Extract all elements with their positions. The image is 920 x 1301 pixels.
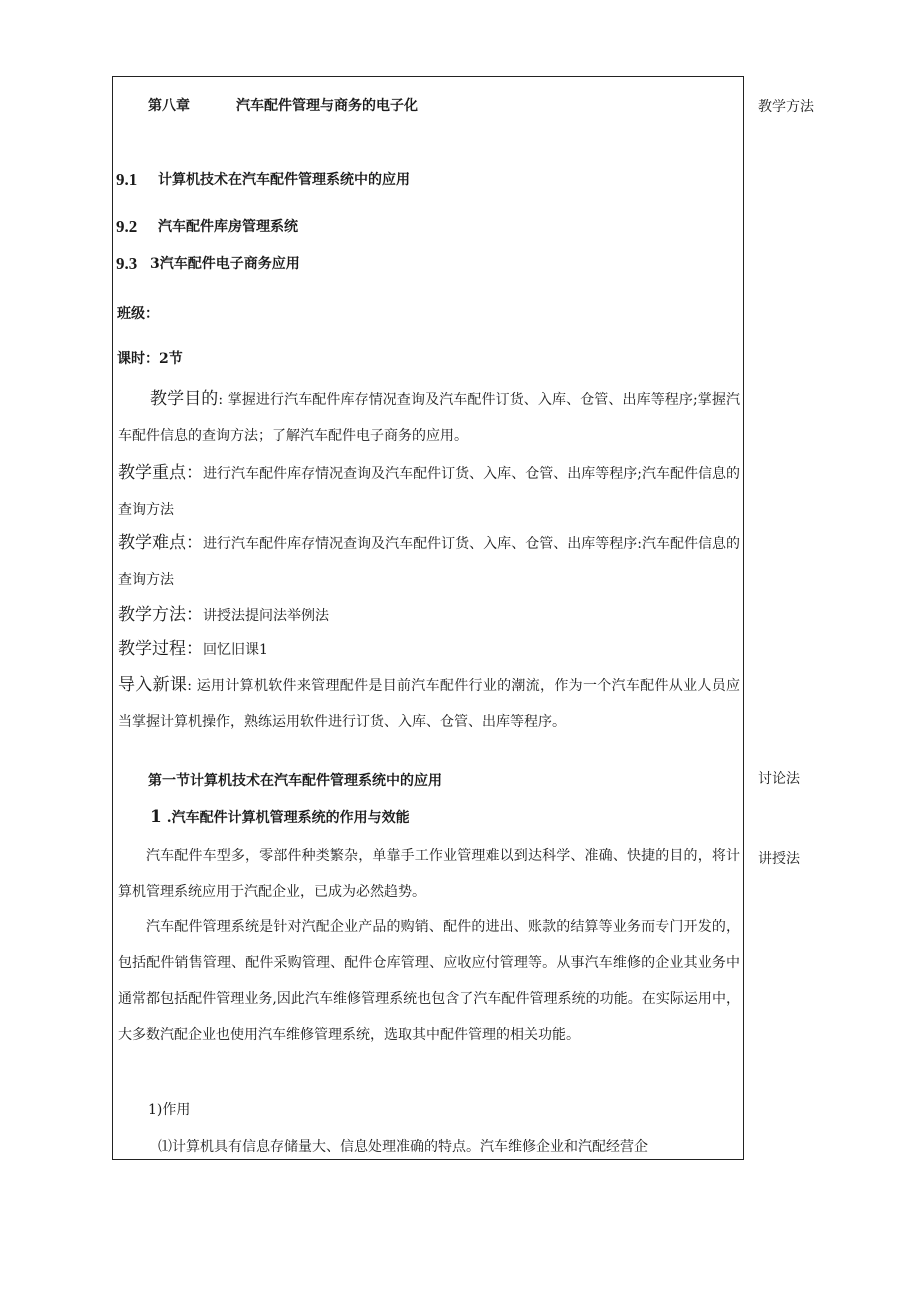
difficulties: [118, 525, 740, 598]
teaching-process: [118, 631, 740, 668]
chapter-title: 汽车配件管理与商务的电子化: [236, 98, 418, 114]
subsection1-number: 1: [150, 807, 162, 827]
difficulties-label: 教学难点：: [118, 533, 204, 553]
role-item: ⑴计算机具有信息存储量大、信息处理准确的特点。汽车维修企业和汽配经营企: [158, 1139, 648, 1155]
method-discussion: 讨论法: [758, 771, 800, 787]
section-title: 计算机技术在汽车配件管理系统中的应用: [158, 172, 410, 188]
subsection1-heading: [150, 807, 410, 828]
section-title: 3汽车配件电子商务应用: [150, 256, 300, 272]
process-text: 回忆旧课1: [203, 642, 268, 658]
methods-column: [744, 76, 920, 1160]
section-number: 9.3: [116, 254, 138, 273]
section1-heading: 第一节计算机技术在汽车配件管理系统中的应用: [148, 773, 442, 789]
intro-new-lesson: [118, 667, 740, 740]
methods-label: 教学方法：: [118, 605, 203, 625]
difficulties-text: 进行汽车配件库存情况查询及汽车配件订货、入库、仓管、出库等程序:汽车配件信息的查询方法: [118, 536, 741, 588]
key-points: [118, 455, 740, 528]
process-label: 教学过程：: [118, 639, 203, 659]
body-paragraph: 汽车配件车型多，零部件种类繁杂，单靠手工作业管理难以到达科学、准确、快捷的目的，将计算机管理系统应用于汽配企业，已成为必然趋势。: [118, 848, 740, 900]
teaching-objectives: [118, 381, 740, 454]
objectives-colon: :: [218, 392, 224, 408]
teaching-methods: [118, 597, 740, 634]
class-label: 班级：: [117, 306, 159, 322]
role-heading: 1)作用: [148, 1102, 191, 1118]
hours-label: 课时：2节: [117, 351, 183, 367]
intro-colon: :: [187, 678, 192, 694]
intro-text: 运用计算机软件来管理配件是目前汽车配件行业的潮流，作为一个汽车配件从业人员应当掌握计算机操作，熟练运用软件进行订货、入库、仓管、出库等程序。: [118, 678, 741, 730]
key-points-label: 教学重点：: [118, 463, 204, 483]
body-paragraph: 汽车配件管理系统是针对汽配企业产品的购销、配件的进出、账款的结算等业务而专门开发的，包括配件销售管理、配件采购管理、配件仓库管理、应收应付管理等。从事汽车维修的企业其业务中通常都包括配件管理业务,因此汽车维修管理系统也包含了汽车配件管理系统的功能。在实际运用中，大多数汽配企业也使用汽车维修管理系统，选取其中配件管理的相关功能。: [118, 919, 740, 1043]
chapter-label: 第八章: [148, 98, 190, 114]
methods-text: 讲授法提问法举例法: [203, 608, 329, 624]
section-number: 9.2: [116, 217, 138, 236]
section-number: 9.1: [116, 170, 138, 189]
subsection1-title: .汽车配件计算机管理系统的作用与效能: [166, 810, 410, 826]
methods-column-header: 教学方法: [758, 99, 814, 115]
method-lecture: 讲授法: [758, 851, 800, 867]
intro-label: 导入新课: [118, 675, 188, 695]
objectives-label: 教学目的: [150, 389, 219, 409]
objectives-text: 掌握进行汽车配件库存情况查询及汽车配件订货、入库、仓管、出库等程序;掌握汽车配件信息的查询方法；了解汽车配件电子商务的应用。: [118, 392, 741, 444]
key-points-text: 进行汽车配件库存情况查询及汽车配件订货、入库、仓管、出库等程序;汽车配件信息的查询方法: [118, 466, 741, 518]
section-title: 汽车配件库房管理系统: [158, 219, 298, 235]
